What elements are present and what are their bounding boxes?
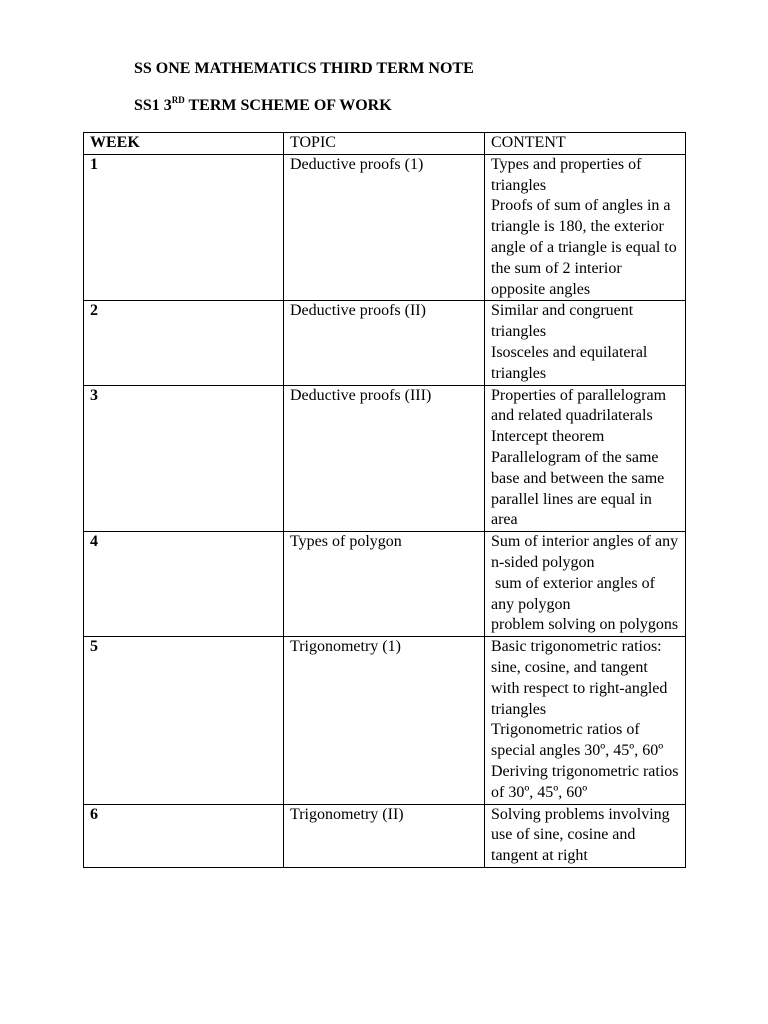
- table-row: [84, 637, 686, 804]
- week-cell: 5: [84, 637, 284, 804]
- table-row: [84, 532, 686, 637]
- table-row: [84, 154, 686, 301]
- content-cell: [485, 637, 686, 804]
- topic-cell: Deductive proofs (1): [284, 154, 485, 301]
- content-line: Properties of parallelogram and related quadrilaterals: [491, 386, 671, 425]
- week-cell: 1: [84, 154, 284, 301]
- header-topic: TOPIC: [284, 133, 485, 155]
- content-line: Parallelogram of the same base and between the same parallel lines are equal in area: [491, 448, 669, 529]
- content-line: Basic trigonometric ratios: sine, cosine, and tangent with respect to right-angled triangles: [491, 638, 672, 718]
- content-line: Trigonometric ratios of special angles 30º, 45º, 60º: [491, 721, 664, 760]
- topic-cell: Deductive proofs (III): [284, 385, 485, 532]
- content-line: Deriving trigonometric ratios of 30º, 45º, 60º: [491, 762, 683, 801]
- topic-cell: Types of polygon: [284, 532, 485, 637]
- content-cell: [485, 385, 686, 532]
- subtitle-superscript: RD: [171, 95, 185, 105]
- week-cell: 3: [84, 385, 284, 532]
- content-line: Solving problems involving use of sine, cosine and tangent at right: [491, 805, 674, 865]
- table-header-row: [84, 133, 686, 155]
- topic-cell: Deductive proofs (II): [284, 301, 485, 385]
- header-content: CONTENT: [485, 133, 686, 155]
- subtitle-suffix: TERM SCHEME OF WORK: [184, 97, 392, 114]
- week-cell: 6: [84, 804, 284, 867]
- table-row: [84, 301, 686, 385]
- topic-cell: Trigonometry (II): [284, 804, 485, 867]
- content-line: Similar and congruent triangles: [491, 302, 638, 341]
- topic-cell: Trigonometry (1): [284, 637, 485, 804]
- content-cell: [485, 301, 686, 385]
- content-line: Proofs of sum of angles in a triangle is 180, the exterior angle of a triangle is equal to the sum of 2 interior opposite angles: [491, 197, 681, 298]
- content-line: Types and properties of triangles: [491, 155, 646, 194]
- table-row: [84, 804, 686, 867]
- content-cell: [485, 154, 686, 301]
- table-row: [84, 385, 686, 532]
- content-line: sum of exterior angles of any polygon: [491, 574, 659, 613]
- subtitle-prefix: SS1 3: [134, 97, 172, 114]
- header-week: WEEK: [84, 133, 284, 155]
- week-cell: 2: [84, 301, 284, 385]
- content-cell: [485, 804, 686, 867]
- document-title: SS ONE MATHEMATICS THIRD TERM NOTE: [134, 60, 474, 77]
- content-line: Intercept theorem: [491, 428, 605, 446]
- content-cell: [485, 532, 686, 637]
- content-line: Sum of interior angles of any n-sided polygon: [491, 533, 683, 571]
- content-line: Isosceles and equilateral triangles: [491, 343, 652, 382]
- document-subtitle: [134, 96, 392, 116]
- content-line: problem solving on polygons: [491, 616, 679, 634]
- week-cell: 4: [84, 532, 284, 637]
- scheme-of-work-table: [83, 132, 686, 868]
